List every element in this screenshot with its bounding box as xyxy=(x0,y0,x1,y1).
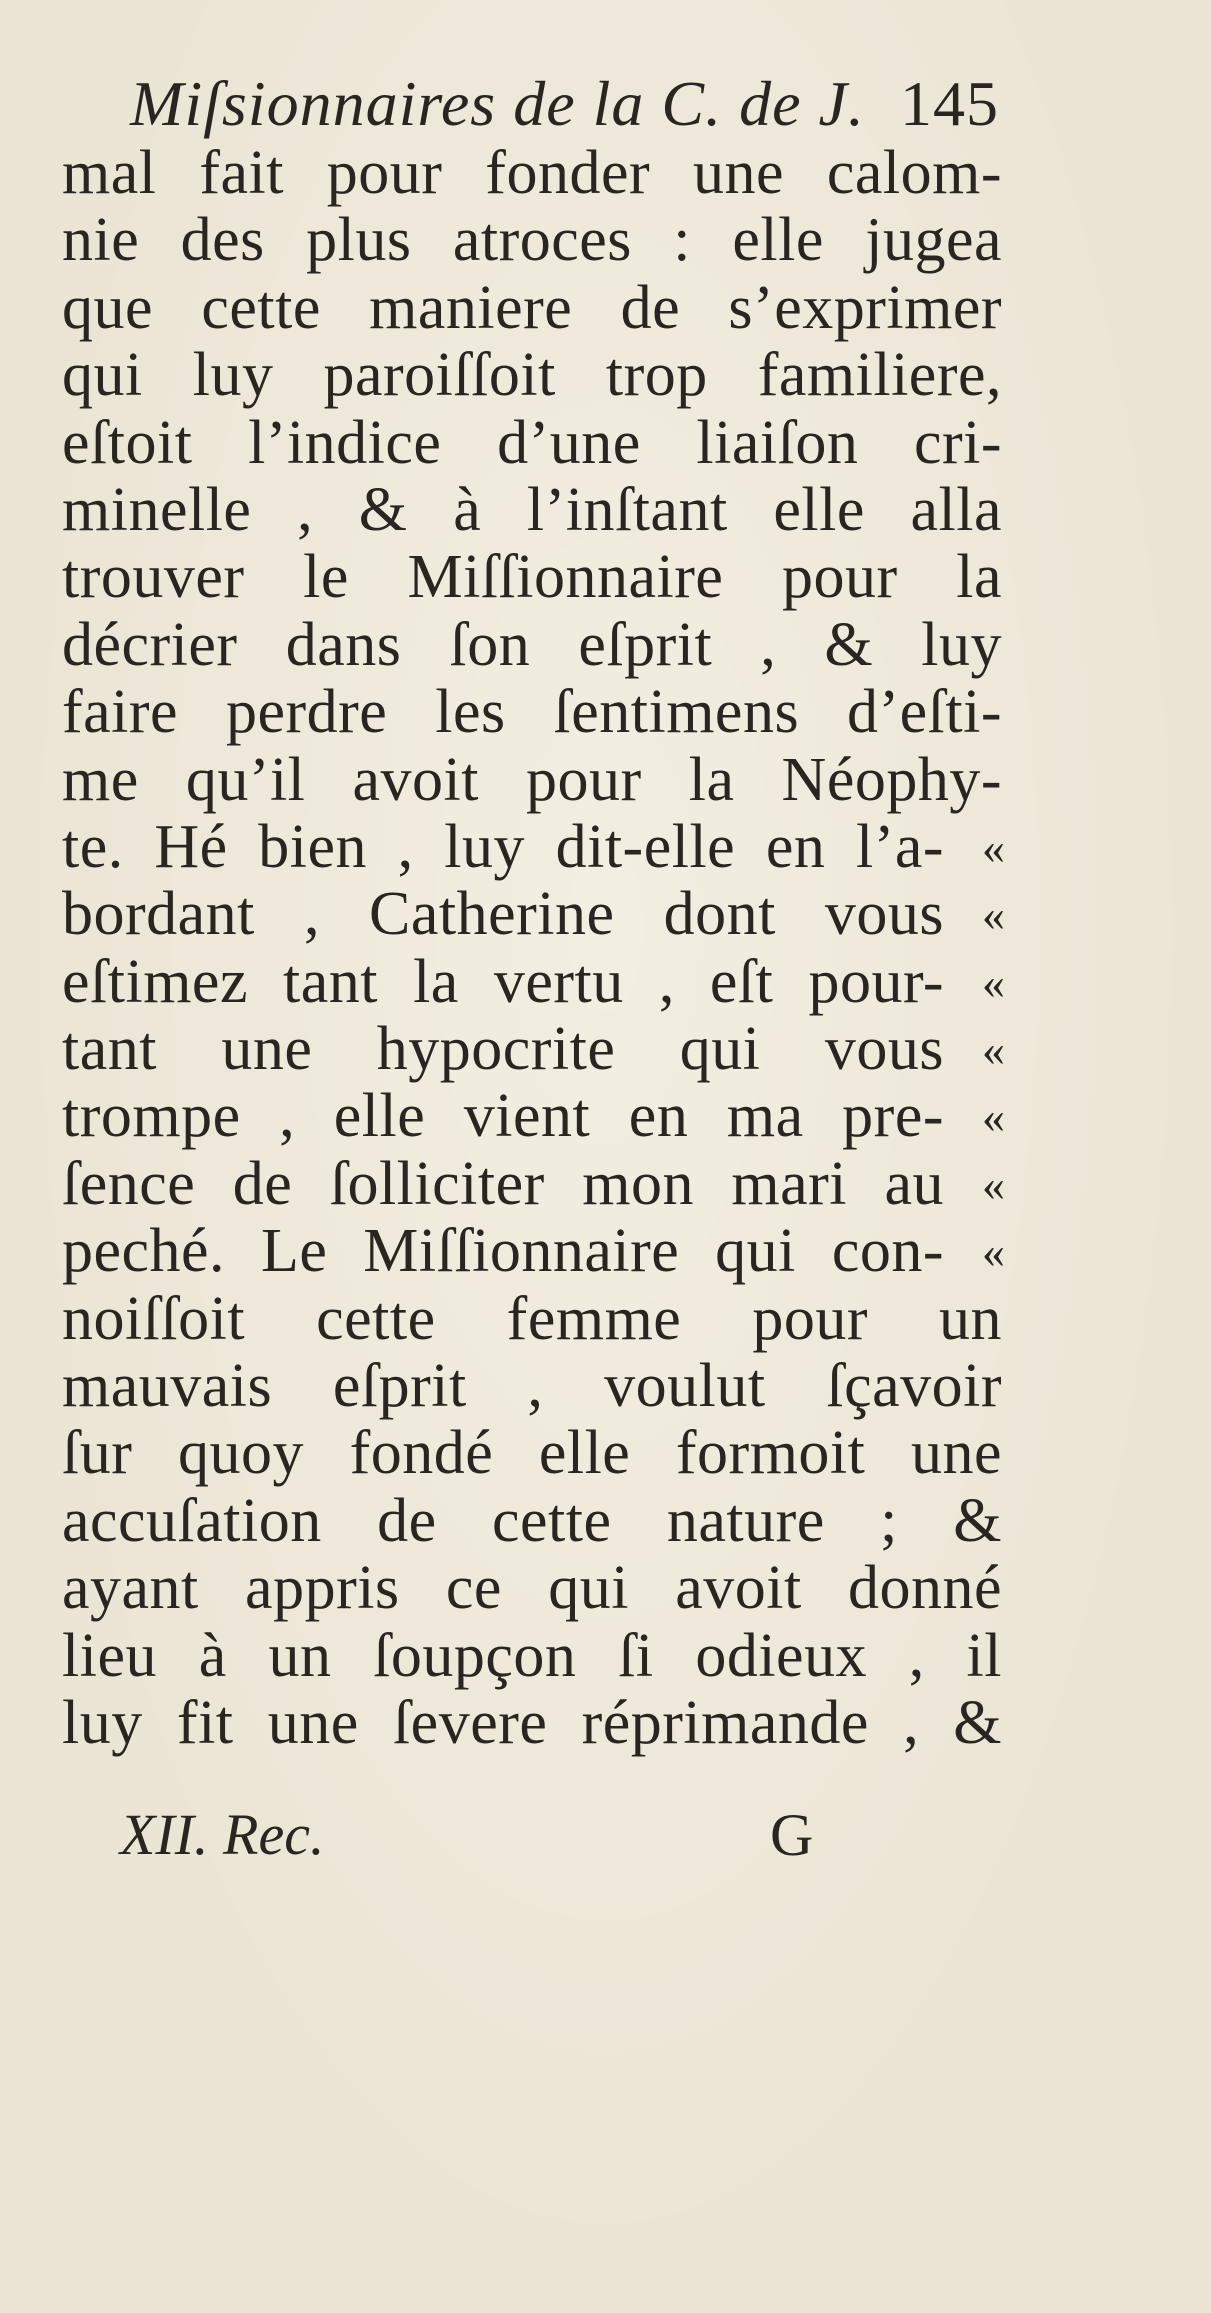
text-line: bordant , Catherine dont vous xyxy=(62,880,944,949)
text-line: qui luy paroiſſoit trop familiere, xyxy=(62,341,1002,410)
quotation-mark: « xyxy=(982,1091,1005,1143)
text-line: noiſſoit cette femme pour un xyxy=(62,1284,1002,1353)
text-line: que cette maniere de s’exprimer xyxy=(62,273,1002,342)
text-line: minelle , & à l’inſtant elle alla xyxy=(62,475,1002,544)
text-line: eſtoit l’indice d’une liaiſon cri- xyxy=(62,408,1002,477)
text-line: trouver le Miſſionnaire pour la xyxy=(62,543,1002,612)
page-footer xyxy=(0,1795,1211,1875)
text-line: faire perdre les ſentimens d’eſti- xyxy=(62,678,1002,747)
text-line: trompe , elle vient en ma pre- xyxy=(62,1082,944,1151)
text-line: décrier dans ſon eſprit , & luy xyxy=(62,610,1002,679)
text-line: ſence de ſolliciter mon mari au xyxy=(62,1149,944,1218)
quotation-mark: « xyxy=(982,956,1005,1008)
page-number: 145 xyxy=(900,68,999,139)
running-header xyxy=(130,62,1010,146)
text-line: te. Hé bien , luy dit-elle en l’a- xyxy=(62,812,944,881)
text-line: accuſation de cette nature ; & xyxy=(62,1486,1002,1555)
running-title: Miſsionnaires de la C. de J. xyxy=(130,68,865,139)
text-line: ayant appris ce qui avoit donné xyxy=(62,1554,1002,1623)
quotation-mark: « xyxy=(982,1158,1005,1210)
quotation-mark: « xyxy=(982,1226,1005,1278)
text-line: me qu’il avoit pour la Néophy- xyxy=(62,745,1002,814)
text-line: nie des plus atroces : elle jugea xyxy=(62,206,1002,275)
text-line: tant une hypocrite qui vous xyxy=(62,1015,944,1084)
body-text xyxy=(62,139,1005,1757)
text-line: mal fait pour fonder une calom- xyxy=(62,139,1002,207)
text-line: lieu à un ſoupçon ſi odieux , il xyxy=(62,1621,1002,1690)
text-line: mauvais eſprit , voulut ſçavoir xyxy=(62,1352,1002,1421)
text-line: luy fit une ſevere réprimande , & xyxy=(62,1688,1002,1757)
quotation-mark: « xyxy=(982,821,1005,873)
text-line: peché. Le Miſſionnaire qui con- xyxy=(62,1217,944,1286)
text-line: ſur quoy fondé elle formoit une xyxy=(62,1419,1002,1488)
sheet-letter: G xyxy=(770,1802,814,1868)
text-line: eſtimez tant la vertu , eſt pour- xyxy=(62,947,944,1016)
signature-mark: XII. Rec. xyxy=(120,1802,325,1867)
quotation-mark: « xyxy=(982,889,1005,941)
quotation-mark: « xyxy=(982,1024,1005,1076)
